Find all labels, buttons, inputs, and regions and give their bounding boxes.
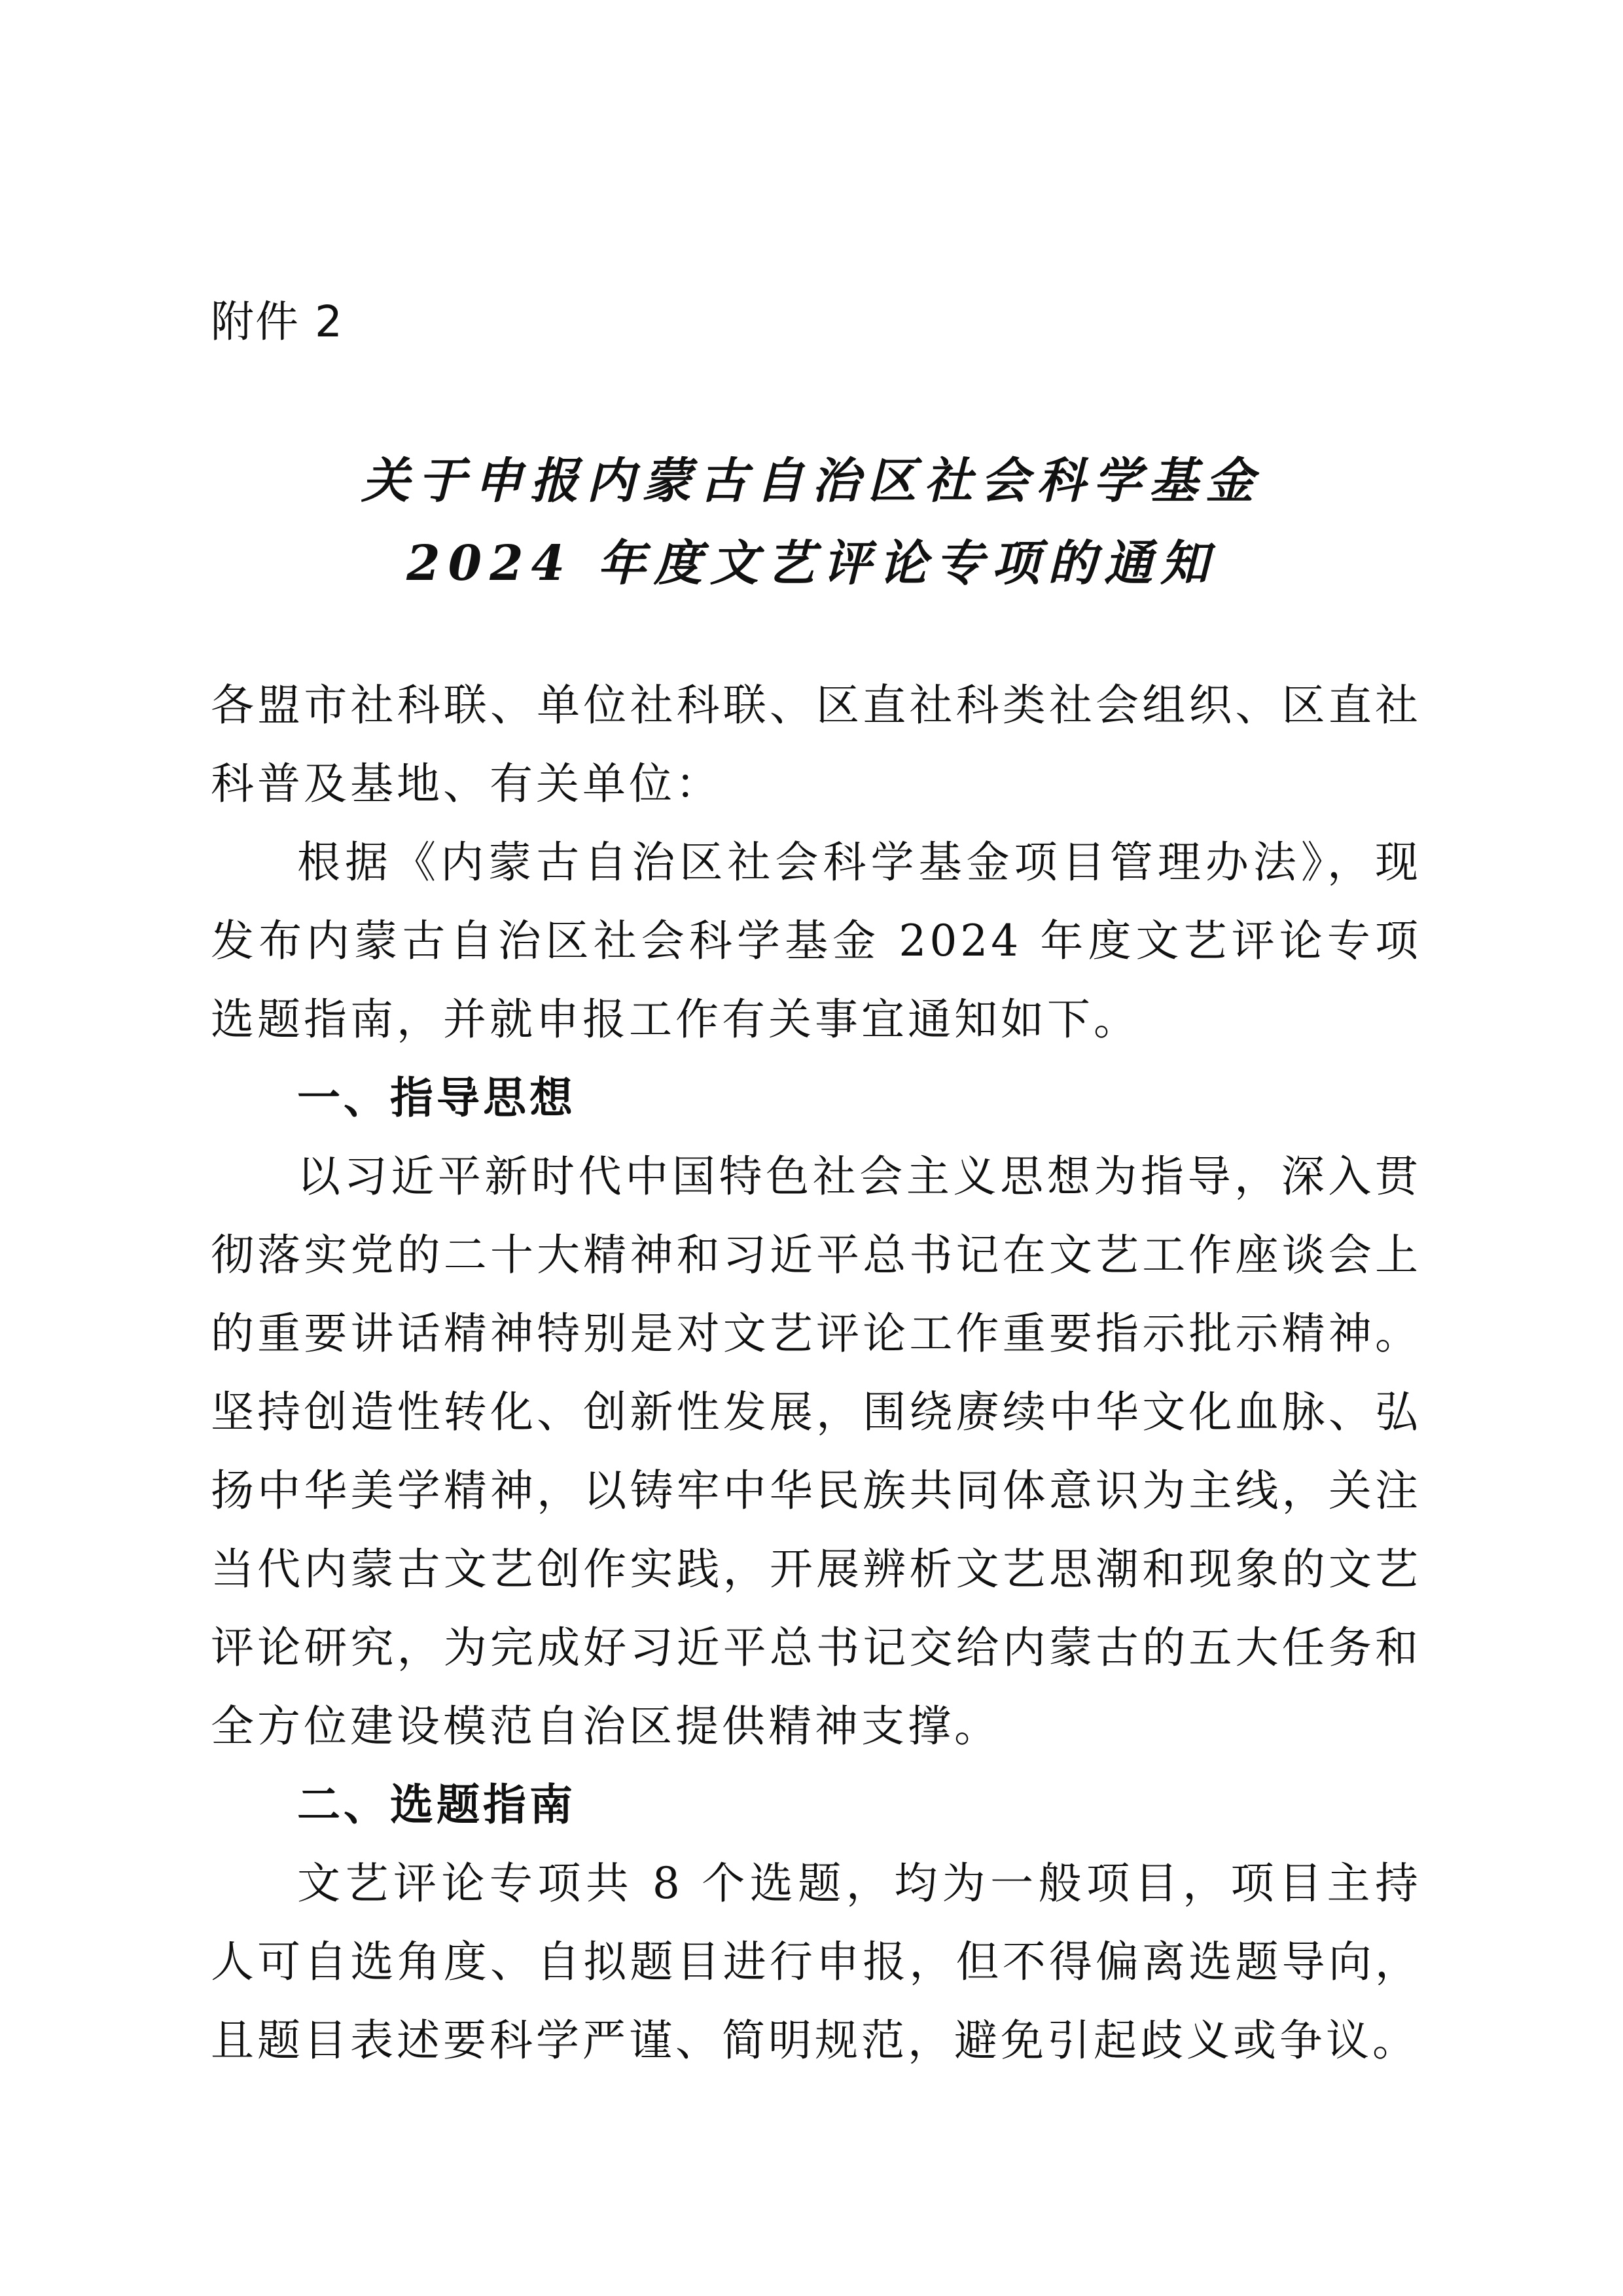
section-heading-topic-guide: 二、选题指南 — [297, 1780, 576, 1830]
title-line-1: 关于申报内蒙古自治区社会科学基金 — [361, 453, 1262, 509]
title-line-2: 2024 年度文艺评论专项的通知 — [406, 535, 1217, 592]
intro-paragraph: 根据《内蒙古自治区社会科学基金项目管理办法》，现发布内蒙古自治区社会科学基金 2024 年度文艺评论专项选题指南，并就申报工作有关事宜通知如下。 — [211, 837, 1421, 1045]
section-paragraph-topic-guide: 文艺评论专项共 8 个选题，均为一般项目，项目主持人可自选角度、自拟题目进行申报，但不得偏离选题导向，且题目表述要科学严谨、简明规范，避免引起歧义或争议。 — [211, 1858, 1421, 2066]
salutation: 各盟市社科联、单位社科联、区直社科类社会组织、区直社科普及基地、有关单位： — [211, 680, 1421, 809]
attachment-label: 附件 2 — [211, 296, 344, 347]
section-heading-guiding-ideology: 一、指导思想 — [297, 1073, 576, 1123]
document-title — [211, 440, 1412, 605]
document-body — [211, 666, 1421, 2080]
section-paragraph-guiding-ideology: 以习近平新时代中国特色社会主义思想为指导，深入贯彻落实党的二十大精神和习近平总书记在文艺工作座谈会上的重要讲话精神特别是对文艺评论工作重要指示批示精神。坚持创造性转化、创新性发展，围绕赓续中华文化血脉、弘扬中华美学精神，以铸牢中华民族共同体意识为主线，关注当代内蒙古文艺创作实践，开展辨析文艺思潮和现象的文艺评论研究，为完成好习近平总书记交给内蒙古的五大任务和全方位建设模范自治区提供精神支撑。 — [211, 1151, 1421, 1751]
